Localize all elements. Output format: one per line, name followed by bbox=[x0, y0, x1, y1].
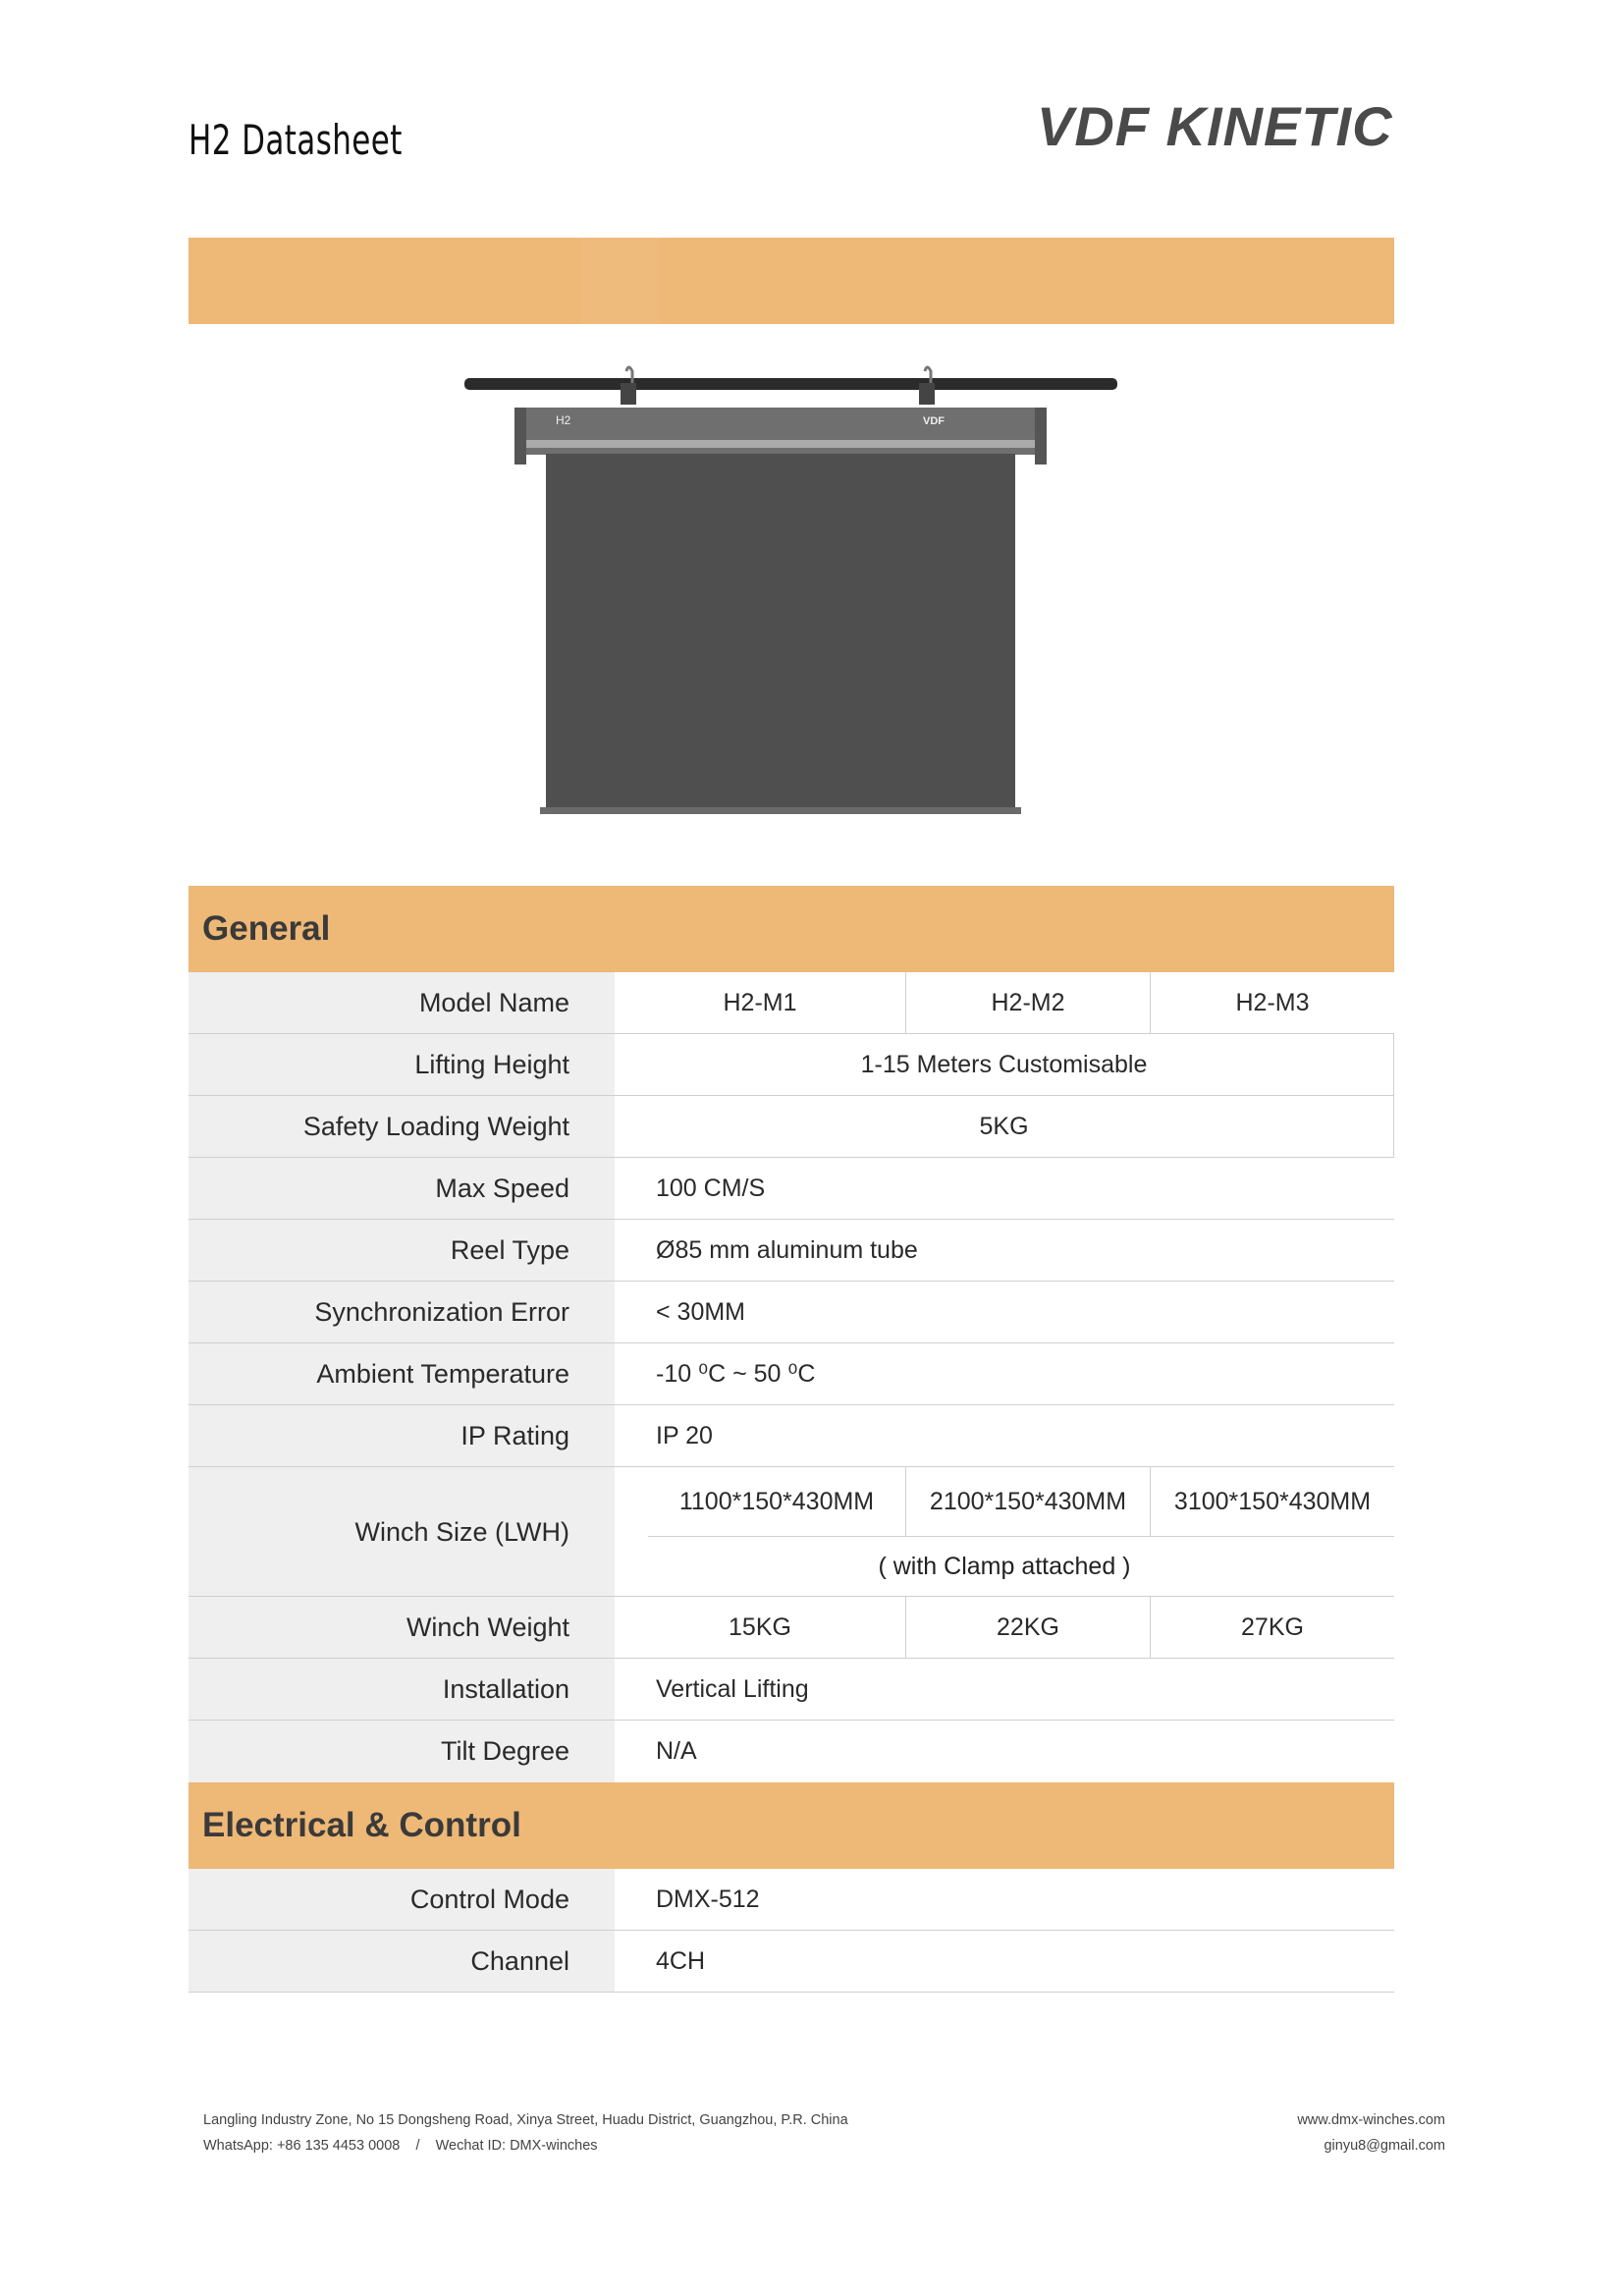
cell-value: 1100*150*430MM bbox=[648, 1467, 906, 1536]
row-control-mode bbox=[189, 1869, 1394, 1931]
spec-table bbox=[189, 886, 1394, 1993]
footer-address: Langling Industry Zone, No 15 Dongsheng Road, Xinya Street, Huadu District, Guangzhou, P.R. China bbox=[203, 2112, 848, 2128]
winch-size-note: ( with Clamp attached ) bbox=[878, 1553, 1131, 1580]
document-title: H2 Datasheet bbox=[189, 116, 403, 164]
cell-value: 15KG bbox=[615, 1597, 906, 1658]
cell-value: H2-M1 bbox=[615, 972, 906, 1033]
row-safety-loading-weight bbox=[189, 1096, 1394, 1158]
row-value: IP 20 bbox=[656, 1422, 713, 1449]
row-label: Safety Loading Weight bbox=[189, 1096, 615, 1157]
header-banner bbox=[189, 238, 1394, 324]
section-electrical bbox=[189, 1782, 1394, 1869]
row-label: Installation bbox=[189, 1659, 615, 1720]
row-label: IP Rating bbox=[189, 1405, 615, 1466]
row-label: Control Mode bbox=[189, 1869, 615, 1930]
brand-logo: VDF KINETIC bbox=[1037, 95, 1393, 157]
row-label: Winch Weight bbox=[189, 1597, 615, 1658]
led-screen bbox=[546, 454, 1015, 809]
row-label: Channel bbox=[189, 1931, 615, 1992]
row-value: DMX-512 bbox=[656, 1886, 760, 1913]
footer-links-block bbox=[1297, 2107, 1445, 2159]
row-model-name bbox=[189, 972, 1394, 1034]
row-value: 5KG bbox=[615, 1096, 1394, 1157]
row-label: Model Name bbox=[189, 972, 615, 1033]
cell-value: 27KG bbox=[1241, 1613, 1304, 1641]
row-value: 4CH bbox=[656, 1947, 706, 1975]
row-label: Max Speed bbox=[189, 1158, 615, 1219]
section-title: General bbox=[202, 909, 331, 948]
row-value: 100 CM/S bbox=[656, 1175, 766, 1202]
footer-website[interactable]: www.dmx-winches.com bbox=[1297, 2112, 1445, 2128]
cell-value: H2-M3 bbox=[1235, 989, 1310, 1016]
banner-shade bbox=[621, 238, 660, 324]
housing-label-right: VDF bbox=[923, 415, 945, 427]
footer-address-block bbox=[203, 2107, 848, 2159]
footer-contact: WhatsApp: +86 135 4453 0008 / Wechat ID: DMX-winches bbox=[203, 2138, 598, 2154]
cell-value: 22KG bbox=[906, 1597, 1151, 1658]
row-value: 1-15 Meters Customisable bbox=[615, 1034, 1394, 1095]
row-ambient-temperature bbox=[189, 1343, 1394, 1405]
section-title: Electrical & Control bbox=[202, 1806, 521, 1844]
cell-value: 3100*150*430MM bbox=[1173, 1488, 1372, 1515]
cell-value: H2-M2 bbox=[906, 972, 1151, 1033]
row-value: -10 ⁰C ~ 50 ⁰C bbox=[656, 1360, 816, 1388]
bottom-bar bbox=[540, 807, 1021, 814]
row-label: Synchronization Error bbox=[189, 1282, 615, 1342]
banner-shade bbox=[581, 238, 621, 324]
row-value: N/A bbox=[656, 1737, 697, 1765]
footer-email[interactable]: ginyu8@gmail.com bbox=[1324, 2138, 1445, 2154]
row-winch-size bbox=[189, 1467, 1394, 1597]
product-image bbox=[461, 363, 1119, 835]
cell-value: 2100*150*430MM bbox=[906, 1467, 1151, 1536]
row-installation bbox=[189, 1659, 1394, 1721]
row-label: Winch Size (LWH) bbox=[189, 1467, 615, 1596]
housing-label-left: H2 bbox=[556, 413, 571, 427]
clamp-left bbox=[621, 367, 636, 405]
row-value: Vertical Lifting bbox=[656, 1675, 809, 1703]
row-sync-error bbox=[189, 1282, 1394, 1343]
section-general bbox=[189, 886, 1394, 972]
row-label: Ambient Temperature bbox=[189, 1343, 615, 1404]
row-reel-type bbox=[189, 1220, 1394, 1282]
row-ip-rating bbox=[189, 1405, 1394, 1467]
row-label: Reel Type bbox=[189, 1220, 615, 1281]
row-value: < 30MM bbox=[656, 1298, 746, 1326]
row-max-speed bbox=[189, 1158, 1394, 1220]
clamp-right bbox=[919, 367, 935, 405]
row-channel bbox=[189, 1931, 1394, 1993]
row-tilt-degree bbox=[189, 1721, 1394, 1782]
row-lifting-height bbox=[189, 1034, 1394, 1096]
row-label: Lifting Height bbox=[189, 1034, 615, 1095]
reel-tube bbox=[526, 440, 1035, 448]
truss-pipe bbox=[464, 378, 1117, 390]
row-label: Tilt Degree bbox=[189, 1721, 615, 1782]
row-value: Ø85 mm aluminum tube bbox=[656, 1236, 918, 1264]
row-winch-weight bbox=[189, 1597, 1394, 1659]
